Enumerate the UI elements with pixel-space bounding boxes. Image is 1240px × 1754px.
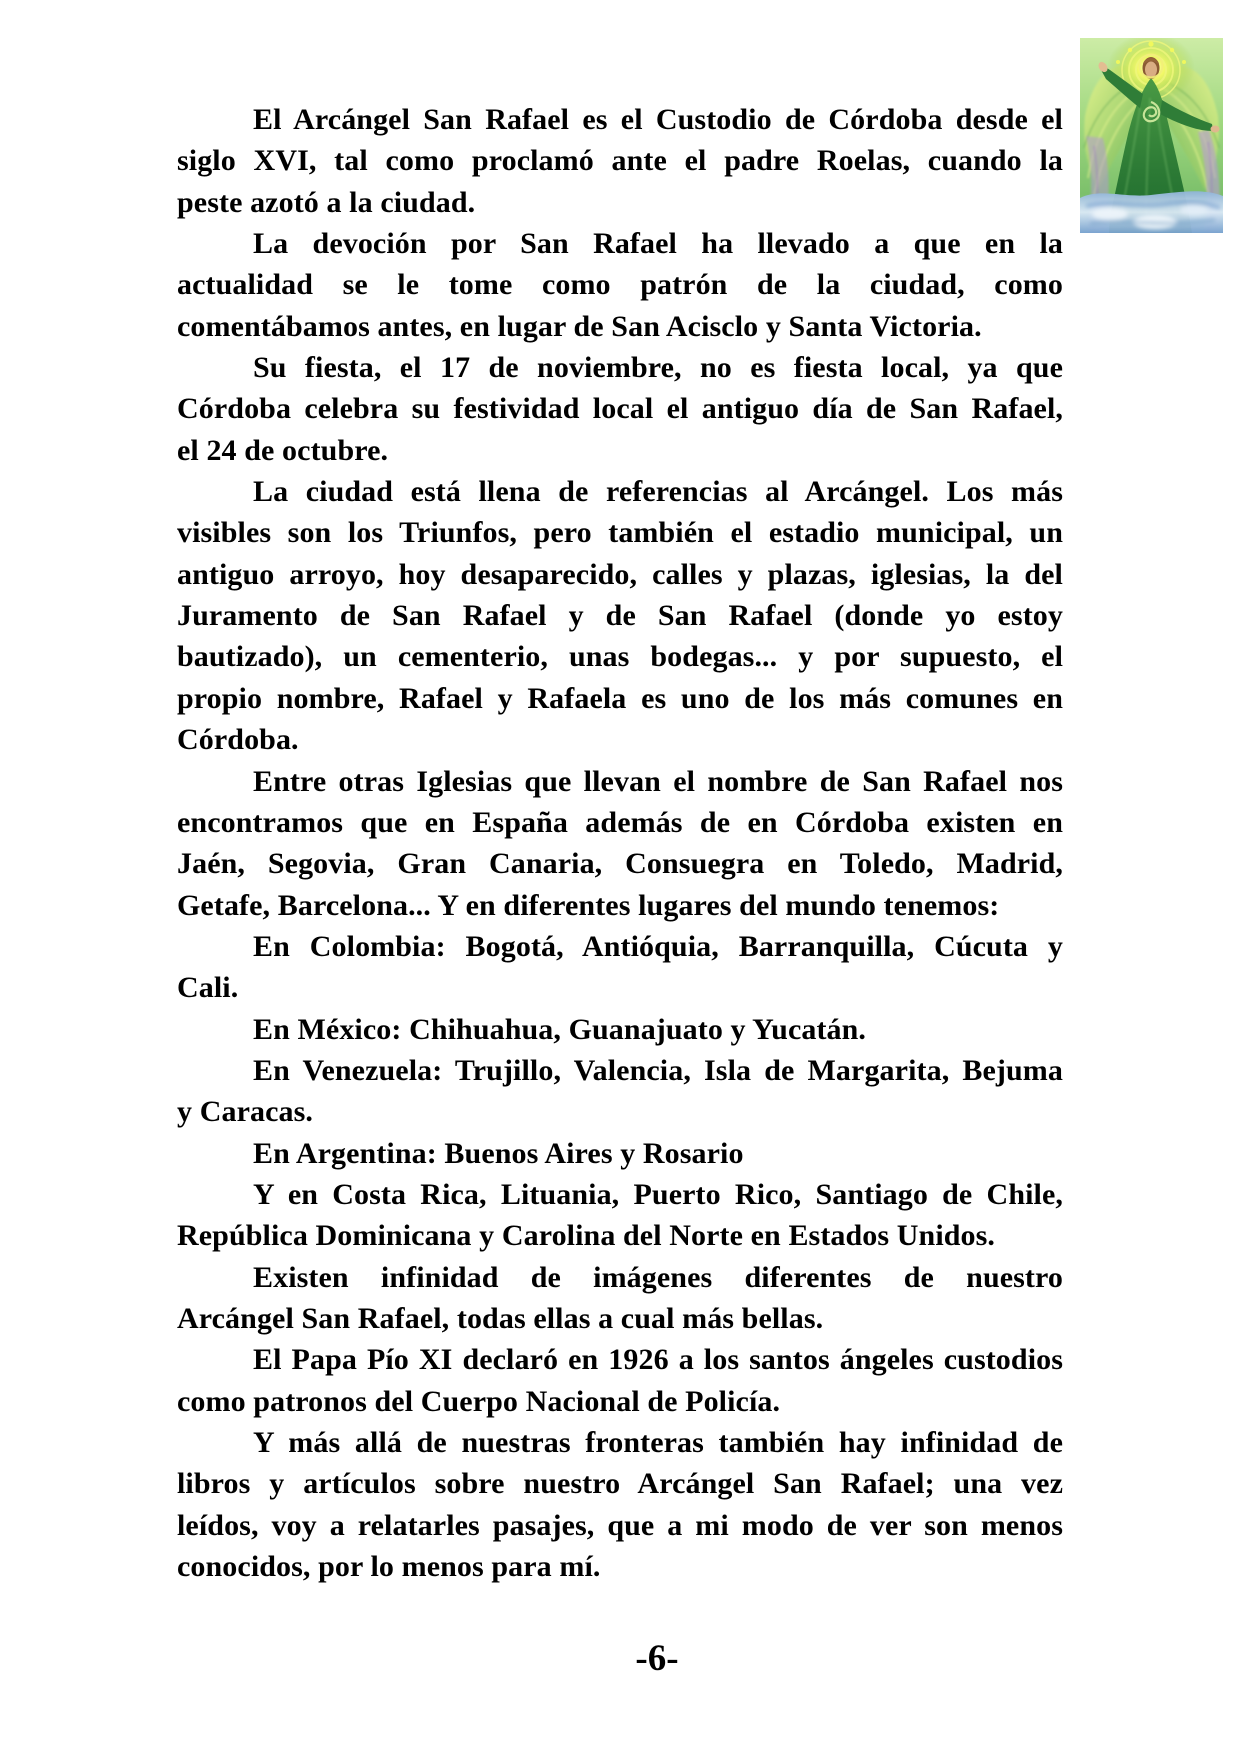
- text-line: Getafe, Barcelona... Y en diferentes lugares del mundo tenemos:: [177, 888, 1000, 922]
- text-body: [177, 99, 1063, 1587]
- page-number: -6-: [635, 1638, 679, 1679]
- text-line: leídos, voy a relatarles pasajes, que a mi modo de ver son menos: [177, 1508, 1063, 1542]
- text-line: bautizado), un cementerio, unas bodegas... y por supuesto, el: [177, 640, 1063, 674]
- text-line: el 24 de octubre.: [177, 433, 389, 467]
- text-line: Y en Costa Rica, Lituania, Puerto Rico, Santiago de Chile,: [253, 1177, 1063, 1211]
- text-line: antiguo arroyo, hoy desaparecido, calles y plazas, iglesias, la del: [177, 557, 1063, 591]
- text-line: peste azotó a la ciudad.: [177, 185, 476, 219]
- text-line: Arcángel San Rafael, todas ellas a cual más bellas.: [177, 1301, 824, 1335]
- text-line: conocidos, por lo menos para mí.: [177, 1550, 601, 1584]
- text-line: propio nombre, Rafael y Rafaela es uno de los más comunes en: [177, 681, 1063, 715]
- text-line: como patronos del Cuerpo Nacional de Policía.: [177, 1384, 781, 1418]
- text-line: Jaén, Segovia, Gran Canaria, Consuegra en Toledo, Madrid,: [177, 847, 1063, 881]
- archangel-raphael-image: [1080, 38, 1223, 233]
- text-line: Existen infinidad de imágenes diferentes de nuestro: [253, 1260, 1063, 1294]
- text-line: visibles son los Triunfos, pero también el estadio municipal, un: [177, 516, 1063, 550]
- text-line: El Arcángel San Rafael es el Custodio de Córdoba desde el: [253, 103, 1063, 136]
- archangel-raphael-art: [1080, 38, 1223, 233]
- text-line: La devoción por San Rafael ha llevado a que en la: [253, 227, 1063, 261]
- text-line: República Dominicana y Carolina del Norte en Estados Unidos.: [177, 1219, 996, 1253]
- text-line: La ciudad está llena de referencias al Arcángel. Los más: [253, 475, 1063, 509]
- text-line: siglo XVI, tal como proclamó ante el padre Roelas, cuando la: [177, 144, 1063, 178]
- text-line: En Argentina: Buenos Aires y Rosario: [253, 1136, 744, 1170]
- text-line: y Caracas.: [177, 1095, 313, 1129]
- text-line: Córdoba celebra su festividad local el antiguo día de San Rafael,: [177, 392, 1063, 426]
- text-line: Entre otras Iglesias que llevan el nombre de San Rafael nos: [253, 764, 1063, 798]
- text-line: En Venezuela: Trujillo, Valencia, Isla de Margarita, Bejuma: [253, 1053, 1063, 1087]
- text-line: actualidad se le tome como patrón de la ciudad, como: [177, 268, 1063, 302]
- text-line: Y más allá de nuestras fronteras también hay infinidad de: [253, 1426, 1063, 1459]
- text-line: En México: Chihuahua, Guanajuato y Yucatán.: [253, 1012, 867, 1046]
- text-line: Cali.: [177, 971, 239, 1005]
- text-line: Córdoba.: [177, 723, 299, 757]
- text-line: En Colombia: Bogotá, Antióquia, Barranquilla, Cúcuta y: [253, 929, 1063, 963]
- text-line: Juramento de San Rafael y de San Rafael (donde yo estoy: [177, 599, 1063, 633]
- text-line: comentábamos antes, en lugar de San Acisclo y Santa Victoria.: [177, 309, 982, 343]
- text-line: El Papa Pío XI declaró en 1926 a los santos ángeles custodios: [253, 1343, 1063, 1377]
- text-line: encontramos que en España además de en Córdoba existen en: [177, 805, 1063, 839]
- text-line: libros y artículos sobre nuestro Arcángel San Rafael; una vez: [177, 1467, 1063, 1501]
- text-line: Su fiesta, el 17 de noviembre, no es fiesta local, ya que: [253, 351, 1063, 385]
